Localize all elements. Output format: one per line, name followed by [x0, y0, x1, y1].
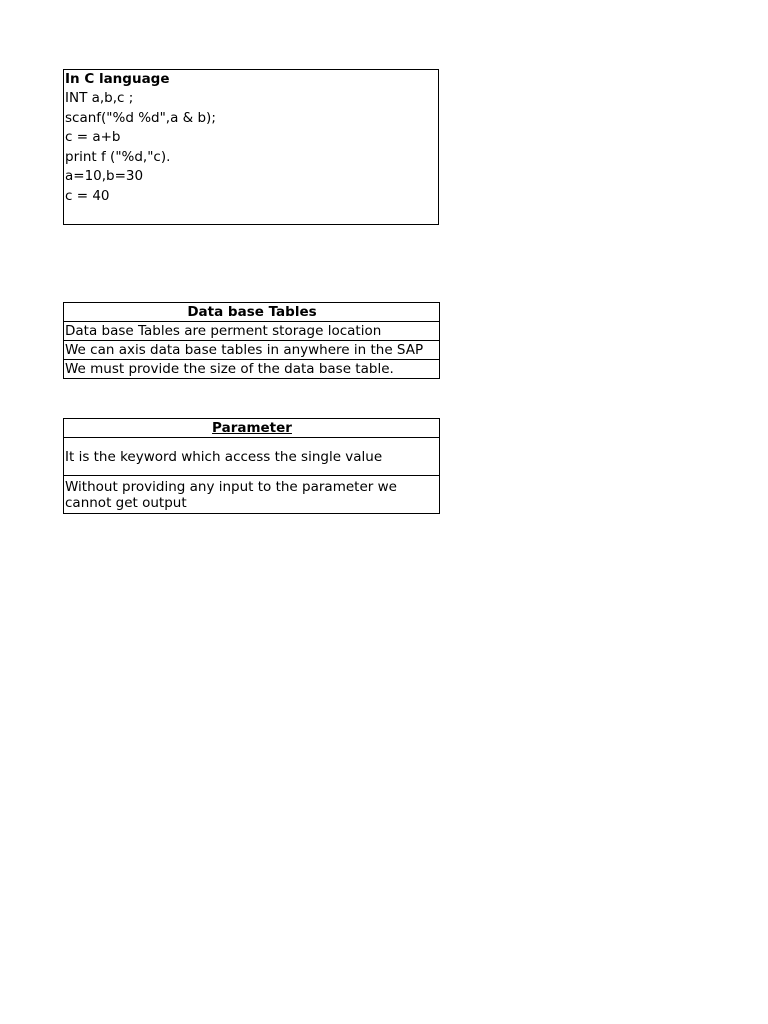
code-line-inputs: a=10,b=30 — [65, 168, 144, 184]
code-line-declaration: INT a,b,c ; — [65, 90, 134, 106]
parameter-row-2: Without providing any input to the parameter we cannot get output — [64, 476, 440, 514]
parameter-row-1: It is the keyword which access the single value — [64, 438, 440, 476]
code-line-result: c = 40 — [65, 187, 110, 204]
table-header-row — [64, 419, 440, 438]
database-tables-header: Data base Tables — [64, 303, 440, 322]
code-box-title: In C language — [65, 71, 170, 87]
code-line-scanf: scanf("%d %d",a & b); — [65, 109, 216, 126]
code-line-print: print f ("%d,"c). — [65, 148, 171, 165]
parameter-header: Parameter — [64, 419, 440, 438]
table-row — [64, 438, 440, 476]
table-row — [64, 476, 440, 514]
database-tables-table — [63, 302, 440, 379]
code-line-sum: c = a+b — [65, 129, 121, 145]
table-header-row — [64, 303, 440, 322]
database-tables-row-3: We must provide the size of the data base table. — [64, 360, 440, 379]
table-row — [64, 322, 440, 341]
c-language-code-box — [63, 69, 439, 225]
table-row — [64, 341, 440, 360]
database-tables-row-2: We can axis data base tables in anywhere in the SAP — [64, 341, 440, 360]
parameter-table — [63, 418, 440, 514]
database-tables-row-1: Data base Tables are perment storage location — [64, 322, 440, 341]
table-row — [64, 360, 440, 379]
